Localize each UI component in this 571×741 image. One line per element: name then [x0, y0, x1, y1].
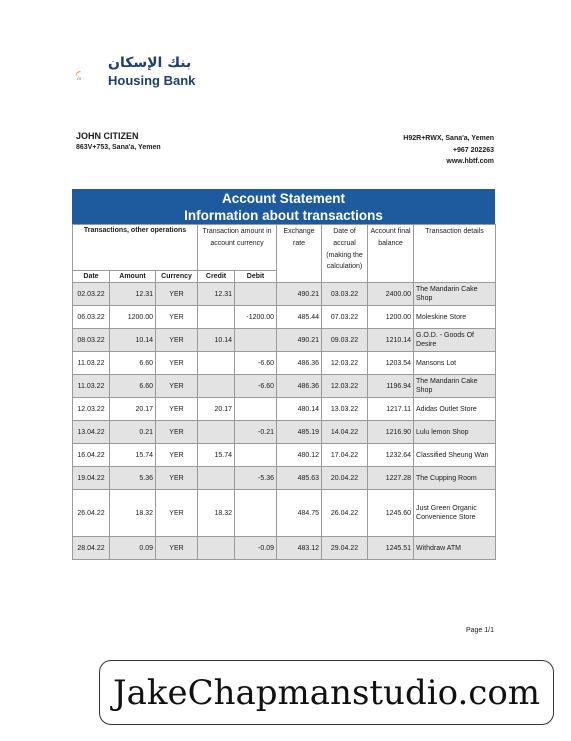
col-date-header: Date	[73, 271, 110, 283]
page-number: Page 1/1	[465, 627, 494, 634]
tx-currency: YER	[156, 306, 198, 329]
accrual-date-header: Date of accrual (making the calculation)	[322, 225, 368, 283]
tx-amount: 0.09	[110, 537, 156, 560]
tx-accrual-date: 09.03.22	[322, 329, 368, 352]
tx-date: 28.04.22	[73, 537, 110, 560]
bank-website: www.hbtf.com	[446, 158, 494, 165]
tx-credit	[198, 467, 235, 490]
tx-accrual-date: 07.03.22	[322, 306, 368, 329]
tx-balance: 1245.51	[368, 537, 414, 560]
tx-balance: 1245.60	[368, 490, 414, 537]
tx-details: The Cupping Room	[414, 467, 496, 490]
tx-date: 02.03.22	[73, 283, 110, 306]
tx-rate: 486.36	[277, 352, 322, 375]
tx-balance: 1196.94	[368, 375, 414, 398]
customer-name: JOHN CITIZEN	[76, 131, 139, 141]
tx-accrual-date: 26.04.22	[322, 490, 368, 537]
table-row	[73, 398, 496, 421]
table-row	[73, 306, 496, 329]
tx-currency: YER	[156, 283, 198, 306]
tx-details: Classified Sheung Wan	[414, 444, 496, 467]
table-row	[73, 444, 496, 467]
tx-amount: 10.14	[110, 329, 156, 352]
tx-debit	[235, 398, 277, 421]
tx-credit	[198, 421, 235, 444]
housing-bank-logo-icon	[74, 55, 108, 95]
tx-balance: 1210.14	[368, 329, 414, 352]
tx-rate: 485.19	[277, 421, 322, 444]
tx-amount: 20.17	[110, 398, 156, 421]
tx-currency: YER	[156, 398, 198, 421]
tx-credit: 18.32	[198, 490, 235, 537]
table-row	[73, 375, 496, 398]
tx-date: 11.03.22	[73, 375, 110, 398]
tx-debit: -1200.00	[235, 306, 277, 329]
tx-details: Lulu lemon Shop	[414, 421, 496, 444]
col-currency-header: Currency	[156, 271, 198, 283]
tx-currency: YER	[156, 490, 198, 537]
tx-credit: 20.17	[198, 398, 235, 421]
tx-credit	[198, 352, 235, 375]
tx-amount: 12.31	[110, 283, 156, 306]
tx-accrual-date: 12.03.22	[322, 352, 368, 375]
tx-debit	[235, 283, 277, 306]
group-header: Transactions, other operations	[73, 225, 198, 271]
tx-credit: 15.74	[198, 444, 235, 467]
tx-debit: -0.09	[235, 537, 277, 560]
final-balance-header: Account final balance	[368, 225, 414, 283]
tx-accrual-date: 03.03.22	[322, 283, 368, 306]
tx-balance: 1200.00	[368, 306, 414, 329]
tx-date: 26.04.22	[73, 490, 110, 537]
table-row	[73, 467, 496, 490]
tx-amount: 6.60	[110, 375, 156, 398]
tx-details: G.O.D. - Goods Of Desire	[414, 329, 496, 352]
tx-amount: 18.32	[110, 490, 156, 537]
tx-rate: 485.44	[277, 306, 322, 329]
bank-name-english: Housing Bank	[108, 73, 196, 88]
tx-balance: 1203.54	[368, 352, 414, 375]
table-row	[73, 329, 496, 352]
tx-accrual-date: 29.04.22	[322, 537, 368, 560]
tx-details: Withdraw ATM	[414, 537, 496, 560]
tx-currency: YER	[156, 421, 198, 444]
tx-rate: 484.75	[277, 490, 322, 537]
tx-credit	[198, 375, 235, 398]
tx-amount: 6.60	[110, 352, 156, 375]
tx-accrual-date: 13.03.22	[322, 398, 368, 421]
tx-debit: -0.21	[235, 421, 277, 444]
tx-amount: 5.36	[110, 467, 156, 490]
statement-title: Account Statement	[221, 191, 346, 206]
tx-date: 16.04.22	[73, 444, 110, 467]
tx-details: The Mandarin Cake Shop	[414, 375, 496, 398]
exchange-rate-header: Exchange rate	[277, 225, 322, 283]
tx-rate: 490.21	[277, 329, 322, 352]
tx-credit	[198, 306, 235, 329]
bank-address: H92R+RWX, Sana'a, Yemen	[403, 135, 494, 142]
tx-balance: 1216.90	[368, 421, 414, 444]
tx-balance: 1217.11	[368, 398, 414, 421]
tx-currency: YER	[156, 329, 198, 352]
tx-date: 08.03.22	[73, 329, 110, 352]
tx-currency: YER	[156, 352, 198, 375]
tx-credit	[198, 537, 235, 560]
tx-date: 12.03.22	[73, 398, 110, 421]
transactions-table	[72, 224, 496, 560]
tx-date: 13.04.22	[73, 421, 110, 444]
table-row	[73, 490, 496, 537]
table-row	[73, 537, 496, 560]
bank-contact-block	[403, 133, 494, 168]
customer-address: 863V+753, Sana'a, Yemen	[76, 144, 161, 151]
tx-date: 06.03.22	[73, 306, 110, 329]
tx-debit	[235, 329, 277, 352]
bank-name-arabic: بنك الإسكان	[108, 55, 192, 71]
transactions-body	[73, 283, 496, 560]
tx-balance: 1227.28	[368, 467, 414, 490]
tx-rate: 483.12	[277, 537, 322, 560]
tx-currency: YER	[156, 444, 198, 467]
tx-rate: 485.63	[277, 467, 322, 490]
col-amount-header: Amount	[110, 271, 156, 283]
tx-accrual-date: 17.04.22	[322, 444, 368, 467]
tx-currency: YER	[156, 375, 198, 398]
tx-amount: 1200.00	[110, 306, 156, 329]
tx-date: 19.04.22	[73, 467, 110, 490]
tx-accrual-date: 12.03.22	[322, 375, 368, 398]
tx-amount: 15.74	[110, 444, 156, 467]
tx-debit	[235, 490, 277, 537]
tx-currency: YER	[156, 537, 198, 560]
tx-credit: 12.31	[198, 283, 235, 306]
watermark-text: JakeChapmanstudio.com	[112, 672, 541, 713]
tx-rate: 480.12	[277, 444, 322, 467]
tx-details: Adidas Outlet Store	[414, 398, 496, 421]
tx-accrual-date: 20.04.22	[322, 467, 368, 490]
statement-title-banner	[72, 189, 495, 224]
tx-amount-header: Transaction amount in account currency	[198, 225, 277, 271]
tx-balance: 2400.00	[368, 283, 414, 306]
details-header: Transaction details	[414, 225, 496, 283]
tx-details: The Mandarin Cake Shop	[414, 283, 496, 306]
tx-rate: 486.36	[277, 375, 322, 398]
tx-currency: YER	[156, 467, 198, 490]
tx-balance: 1232.64	[368, 444, 414, 467]
table-row	[73, 283, 496, 306]
tx-rate: 490.21	[277, 283, 322, 306]
tx-debit: -5.36	[235, 467, 277, 490]
watermark-banner	[99, 660, 554, 725]
tx-debit: -6.60	[235, 375, 277, 398]
col-debit-header: Debit	[235, 271, 277, 283]
table-row	[73, 352, 496, 375]
tx-date: 11.03.22	[73, 352, 110, 375]
tx-credit: 10.14	[198, 329, 235, 352]
table-row	[73, 421, 496, 444]
tx-details: Mansons Lot	[414, 352, 496, 375]
tx-details: Just Green Organic Convenience Store	[414, 490, 496, 537]
tx-debit	[235, 444, 277, 467]
tx-debit: -6.60	[235, 352, 277, 375]
col-credit-header: Credit	[198, 271, 235, 283]
bank-phone: +967 202263	[452, 146, 494, 154]
tx-rate: 480.14	[277, 398, 322, 421]
tx-amount: 0.21	[110, 421, 156, 444]
tx-accrual-date: 14.04.22	[322, 421, 368, 444]
tx-details: Moleskine Store	[414, 306, 496, 329]
statement-subtitle: Information about transactions	[184, 207, 383, 223]
